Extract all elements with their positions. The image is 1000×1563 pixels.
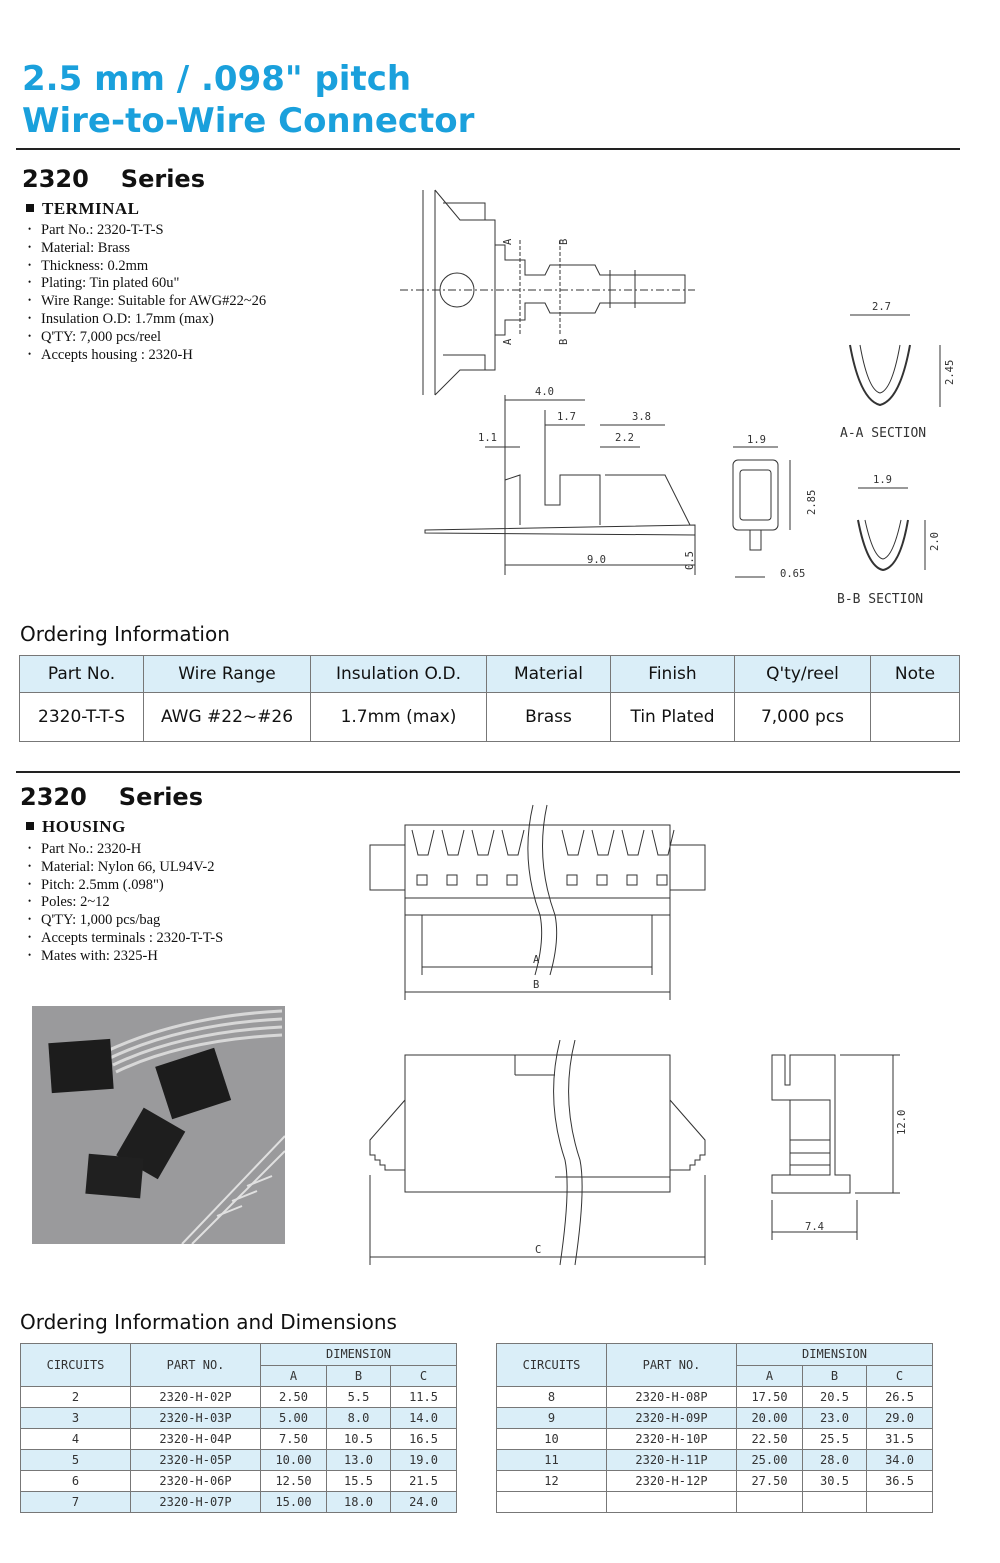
table-cell: 20.5 <box>803 1387 867 1408</box>
spec-item: • Q'TY: 1,000 pcs/bag <box>28 911 223 929</box>
dimension-label-height: 12.0 <box>896 1109 908 1135</box>
table-cell: 36.5 <box>867 1471 933 1492</box>
table-cell: 8.0 <box>327 1408 391 1429</box>
table-cell: 2320-H-03P <box>131 1408 261 1429</box>
page-title-line-2: Wire-to-Wire Connector <box>22 101 475 141</box>
dimension-label: 1.9 <box>747 434 766 446</box>
column-header: PART NO. <box>131 1344 261 1387</box>
table-cell: 5 <box>21 1450 131 1471</box>
dimension-label: 9.0 <box>587 554 606 566</box>
table-cell: 7,000 pcs <box>735 693 871 742</box>
housing-front-drawing <box>365 800 710 1000</box>
table-cell: 13.0 <box>327 1450 391 1471</box>
table-cell <box>867 1492 933 1513</box>
table-cell: 8 <box>497 1387 607 1408</box>
table-cell: 25.5 <box>803 1429 867 1450</box>
table-cell: 2320-H-08P <box>607 1387 737 1408</box>
table-cell: 2320-T-T-S <box>20 693 144 742</box>
table-cell: 25.00 <box>737 1450 803 1471</box>
square-bullet-icon <box>26 204 34 212</box>
column-header: DIMENSION <box>261 1344 457 1366</box>
table-header-row <box>21 1344 457 1366</box>
table-cell: 10 <box>497 1429 607 1450</box>
table-row <box>21 1492 457 1513</box>
dimension-label: 0.65 <box>780 568 806 580</box>
table-cell: 15.5 <box>327 1471 391 1492</box>
section-label: A <box>502 238 514 245</box>
table-header-row <box>20 656 960 693</box>
table-cell <box>803 1492 867 1513</box>
table-cell: 27.50 <box>737 1471 803 1492</box>
column-header: B <box>803 1365 867 1387</box>
table-cell: 2 <box>21 1387 131 1408</box>
table-cell: 34.0 <box>867 1450 933 1471</box>
table-cell: 30.5 <box>803 1471 867 1492</box>
table-cell: 6 <box>21 1471 131 1492</box>
table-cell: 24.0 <box>391 1492 457 1513</box>
table-cell: 29.0 <box>867 1408 933 1429</box>
spec-item: • Part No.: 2320-H <box>28 840 223 858</box>
table-cell: 31.5 <box>867 1429 933 1450</box>
divider <box>16 148 960 150</box>
table-cell: AWG #22~#26 <box>144 693 311 742</box>
dimension-label: 2.45 <box>944 359 956 385</box>
series-number: 2320 <box>22 165 89 193</box>
table-cell: 9 <box>497 1408 607 1429</box>
spec-item: • Mates with: 2325-H <box>28 947 223 965</box>
ordering-table <box>19 655 960 742</box>
dimension-label: 2.85 <box>806 489 818 515</box>
divider <box>16 771 960 773</box>
table-cell: 12.50 <box>261 1471 327 1492</box>
column-header: Note <box>871 656 960 693</box>
table-cell: Tin Plated <box>611 693 735 742</box>
spec-item: • Poles: 2~12 <box>28 893 223 911</box>
series-heading-housing <box>20 783 203 811</box>
table-row <box>497 1408 933 1429</box>
table-cell: Brass <box>487 693 611 742</box>
column-header: PART NO. <box>607 1344 737 1387</box>
table-cell: 2320-H-02P <box>131 1387 261 1408</box>
spec-item: • Plating: Tin plated 60u" <box>28 274 266 292</box>
column-header: B <box>327 1365 391 1387</box>
subhead-terminal <box>26 199 140 219</box>
dimension-label: 1.7 <box>557 411 576 423</box>
table-cell: 2320-H-10P <box>607 1429 737 1450</box>
spec-item: • Material: Brass <box>28 239 266 257</box>
ordering-heading: Ordering Information <box>20 622 230 646</box>
section-aa-label: A-A SECTION <box>840 426 927 441</box>
table-cell: 21.5 <box>391 1471 457 1492</box>
terminal-spec-list <box>28 221 266 363</box>
table-cell: 2320-H-09P <box>607 1408 737 1429</box>
column-header: Wire Range <box>144 656 311 693</box>
table-cell: 2320-H-11P <box>607 1450 737 1471</box>
table-cell: 18.0 <box>327 1492 391 1513</box>
column-header: Insulation O.D. <box>311 656 487 693</box>
column-header: Q'ty/reel <box>735 656 871 693</box>
series-number: 2320 <box>20 783 87 811</box>
series-heading-terminal <box>22 165 205 193</box>
table-cell: 10.00 <box>261 1450 327 1471</box>
table-cell: 17.50 <box>737 1387 803 1408</box>
table-cell <box>607 1492 737 1513</box>
table-cell <box>737 1492 803 1513</box>
section-label: B <box>558 238 570 245</box>
table-cell: 7.50 <box>261 1429 327 1450</box>
housing-side-drawing <box>760 1045 910 1240</box>
table-cell: 28.0 <box>803 1450 867 1471</box>
dimension-table-left <box>20 1343 457 1513</box>
table-cell: 22.50 <box>737 1429 803 1450</box>
table-cell: 26.5 <box>867 1387 933 1408</box>
dimension-label: 1.1 <box>478 432 497 444</box>
series-word: Series <box>120 165 205 193</box>
column-header: DIMENSION <box>737 1344 933 1366</box>
spec-item: • Insulation O.D: 1.7mm (max) <box>28 310 266 328</box>
spec-item: • Material: Nylon 66, UL94V-2 <box>28 858 223 876</box>
table-cell: 11 <box>497 1450 607 1471</box>
table-row <box>497 1450 933 1471</box>
spec-item: • Thickness: 0.2mm <box>28 257 266 275</box>
dimension-label-a: A <box>533 954 540 966</box>
housing-top-drawing <box>365 1040 715 1270</box>
spec-item: • Accepts housing : 2320-H <box>28 346 266 364</box>
housing-spec-list <box>28 840 223 965</box>
table-row <box>21 1387 457 1408</box>
table-row <box>497 1471 933 1492</box>
table-cell <box>871 693 960 742</box>
section-label: A <box>502 338 514 345</box>
table-header-row <box>497 1344 933 1366</box>
table-cell: 2320-H-07P <box>131 1492 261 1513</box>
spec-item: • Q'TY: 7,000 pcs/reel <box>28 328 266 346</box>
dimension-label: 2.7 <box>872 301 891 313</box>
table-row <box>497 1492 933 1513</box>
column-header: C <box>867 1365 933 1387</box>
column-header: A <box>261 1365 327 1387</box>
table-cell: 2.50 <box>261 1387 327 1408</box>
dimension-label: 2.2 <box>615 432 634 444</box>
table-cell: 11.5 <box>391 1387 457 1408</box>
table-cell: 2320-H-12P <box>607 1471 737 1492</box>
subhead-label: TERMINAL <box>42 199 140 218</box>
table-cell: 5.00 <box>261 1408 327 1429</box>
table-row <box>20 693 960 742</box>
page-title-line-1: 2.5 mm / .098" pitch <box>22 59 412 99</box>
series-word: Series <box>118 783 203 811</box>
dimension-label-width: 7.4 <box>805 1221 824 1233</box>
column-header: CIRCUITS <box>21 1344 131 1387</box>
table-row <box>21 1408 457 1429</box>
table-cell: 1.7mm (max) <box>311 693 487 742</box>
terminal-drawing <box>395 185 975 615</box>
dimension-label: 3.8 <box>632 411 651 423</box>
table-cell: 5.5 <box>327 1387 391 1408</box>
spec-item: • Pitch: 2.5mm (.098") <box>28 876 223 894</box>
product-photo <box>32 1006 285 1244</box>
dimension-label-c: C <box>535 1244 542 1256</box>
dimensions-heading: Ordering Information and Dimensions <box>20 1310 397 1334</box>
column-header: A <box>737 1365 803 1387</box>
table-cell: 19.0 <box>391 1450 457 1471</box>
table-cell: 2320-H-06P <box>131 1471 261 1492</box>
subhead-housing <box>26 817 126 837</box>
dimension-label: 0.5 <box>684 551 696 570</box>
table-cell: 15.00 <box>261 1492 327 1513</box>
table-row <box>21 1471 457 1492</box>
table-cell: 4 <box>21 1429 131 1450</box>
table-cell <box>497 1492 607 1513</box>
column-header: C <box>391 1365 457 1387</box>
table-row <box>497 1387 933 1408</box>
table-cell: 3 <box>21 1408 131 1429</box>
table-row <box>21 1450 457 1471</box>
table-cell: 7 <box>21 1492 131 1513</box>
spec-item: • Wire Range: Suitable for AWG#22~26 <box>28 292 266 310</box>
table-row <box>497 1429 933 1450</box>
table-row <box>21 1429 457 1450</box>
dimension-label: 2.0 <box>929 532 941 551</box>
table-cell: 20.00 <box>737 1408 803 1429</box>
table-cell: 23.0 <box>803 1408 867 1429</box>
dimension-label: 1.9 <box>873 474 892 486</box>
table-cell: 14.0 <box>391 1408 457 1429</box>
dimension-table-right <box>496 1343 933 1513</box>
column-header: CIRCUITS <box>497 1344 607 1387</box>
dimension-label-b: B <box>533 979 540 991</box>
column-header: Material <box>487 656 611 693</box>
section-label: B <box>558 338 570 345</box>
table-cell: 10.5 <box>327 1429 391 1450</box>
table-cell: 2320-H-05P <box>131 1450 261 1471</box>
spec-item: • Part No.: 2320-T-T-S <box>28 221 266 239</box>
spec-item: • Accepts terminals : 2320-T-T-S <box>28 929 223 947</box>
subhead-label: HOUSING <box>42 817 126 836</box>
section-bb-label: B-B SECTION <box>837 592 924 607</box>
table-cell: 12 <box>497 1471 607 1492</box>
table-cell: 16.5 <box>391 1429 457 1450</box>
square-bullet-icon <box>26 822 34 830</box>
column-header: Finish <box>611 656 735 693</box>
column-header: Part No. <box>20 656 144 693</box>
table-cell: 2320-H-04P <box>131 1429 261 1450</box>
dimension-label: 4.0 <box>535 386 554 398</box>
